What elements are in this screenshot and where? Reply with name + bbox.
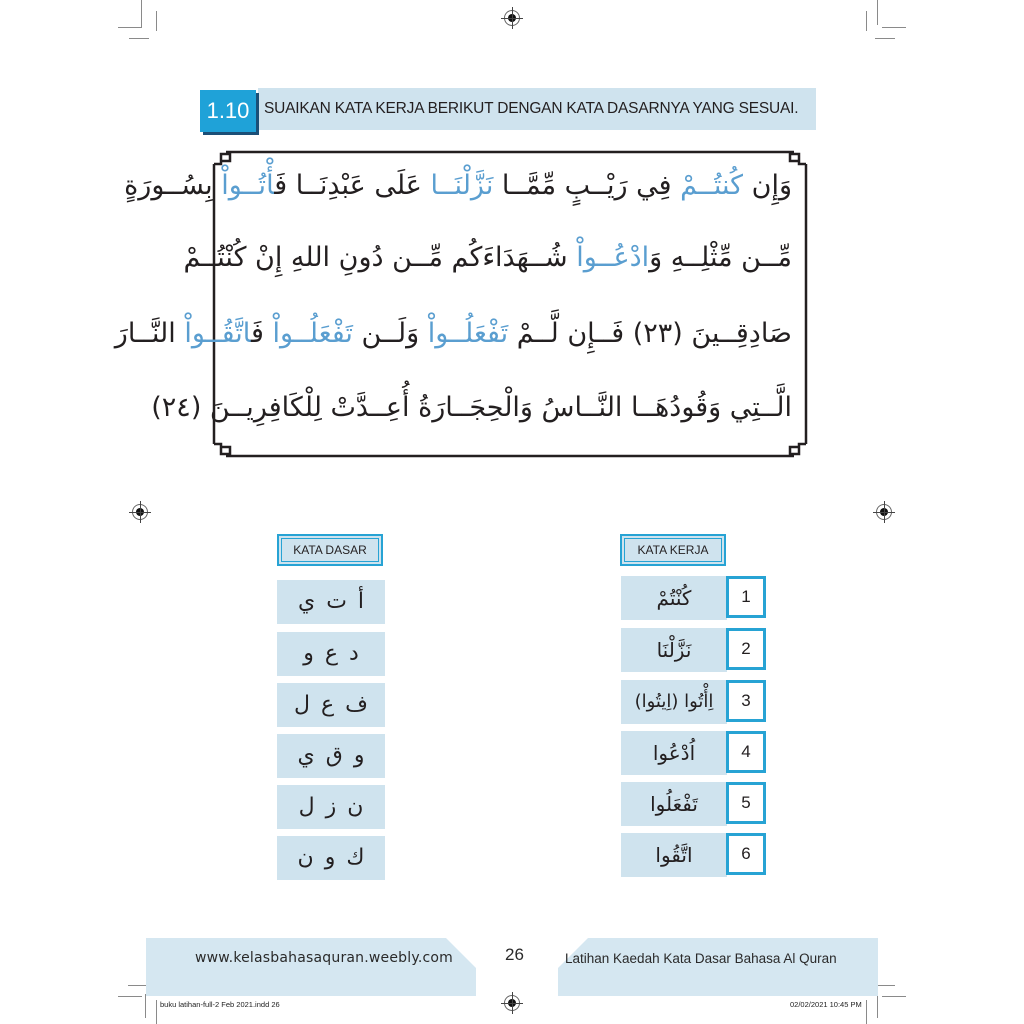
kata-dasar-item[interactable]: د ع و: [277, 632, 385, 676]
verse-line-4: [151, 392, 792, 423]
verse-line-2: [183, 242, 792, 273]
registration-mark-top: [504, 10, 520, 26]
footer-right-panel: [558, 938, 878, 996]
answer-number-box[interactable]: 6: [726, 833, 766, 875]
kata-dasar-item[interactable]: و ق ي: [277, 734, 385, 778]
verse-text: مِّــن مِّثْلِــهِ وَ: [649, 242, 792, 273]
verse-text: بِسُــورَةٍ: [124, 170, 222, 201]
highlighted-verb: أْتُــواْ: [221, 170, 275, 201]
verse-text: فِي رَيْــبٍ مِّمَّــا: [493, 170, 681, 201]
verse-text: النَّــارَ: [114, 318, 185, 349]
print-slug-file: buku latihan-full-2 Feb 2021.indd 26: [160, 1000, 280, 1009]
highlighted-verb: تَفْعَلُــواْ: [272, 318, 353, 349]
kata-kerja-item[interactable]: اُدْعُوا: [621, 731, 727, 775]
footer-left-panel: [146, 938, 476, 996]
kata-kerja-item[interactable]: كُنْتُمْ: [621, 576, 727, 620]
page-number: 26: [505, 945, 524, 964]
answer-number-box[interactable]: 3: [726, 680, 766, 722]
registration-mark-bottom: [504, 995, 520, 1011]
kata-dasar-item[interactable]: ك و ن: [277, 836, 385, 880]
footer-book-title: Latihan Kaedah Kata Dasar Bahasa Al Quran: [565, 951, 837, 966]
highlighted-verb: ادْعُــواْ: [576, 242, 650, 273]
exercise-number-badge: 1.10: [200, 90, 256, 132]
kata-dasar-item[interactable]: ف ع ل: [277, 683, 385, 727]
kata-dasar-header: KATA DASAR: [277, 534, 383, 566]
kata-kerja-item[interactable]: نَزَّلْنَا: [621, 628, 727, 672]
verse-text: الَّــتِي وَقُودُهَــا النَّــاسُ وَالْحِجَــارَةُ أُعِــدَّتْ لِلْكَافِرِيــنَ (٢٤): [151, 392, 792, 423]
verse-text: وَإِن: [743, 170, 792, 201]
highlighted-verb: نَزَّلْنَــا: [430, 170, 494, 201]
registration-mark-right: [876, 504, 892, 520]
highlighted-verb: كُنتُــمْ: [680, 170, 744, 201]
kata-dasar-item[interactable]: ن ز ل: [277, 785, 385, 829]
kata-dasar-item[interactable]: أ ت ي: [277, 580, 385, 624]
answer-number-box[interactable]: 2: [726, 628, 766, 670]
exercise-instruction: SUAIKAN KATA KERJA BERIKUT DENGAN KATA DASARNYA YANG SESUAI.: [264, 100, 799, 117]
kata-kerja-item[interactable]: تَفْعَلُوا: [621, 782, 727, 826]
kata-kerja-header: KATA KERJA: [620, 534, 726, 566]
kata-kerja-item[interactable]: اِأْتُوا (اِيتُوا): [621, 680, 727, 724]
answer-number-box[interactable]: 1: [726, 576, 766, 618]
verse-line-3: [114, 318, 792, 349]
verse-text: صَادِقِــينَ (٢٣) فَــإِن لَّــمْ: [508, 318, 792, 349]
answer-number-box[interactable]: 4: [726, 731, 766, 773]
highlighted-verb: تَفْعَلُــواْ: [427, 318, 509, 349]
print-slug-datetime: 02/02/2021 10:45 PM: [790, 1000, 862, 1009]
footer-url-link[interactable]: www.kelasbahasaquran.weebly.com: [195, 950, 454, 966]
verse-text: شُــهَدَاءَكُم مِّــن دُونِ اللهِ إِنْ كُنْتُــمْ: [183, 242, 577, 273]
registration-mark-left: [132, 504, 148, 520]
verse-line-1: [124, 170, 792, 201]
highlighted-verb: اتَّقُــواْ: [184, 318, 251, 349]
verse-text: عَلَى عَبْدِنَــا فَ: [274, 170, 431, 201]
verse-frame: [114, 146, 812, 462]
answer-number-box[interactable]: 5: [726, 782, 766, 824]
verse-text: فَ: [251, 318, 273, 349]
verse-text: وَلَــن: [352, 318, 428, 349]
kata-kerja-item[interactable]: اتَّقُوا: [621, 833, 727, 877]
